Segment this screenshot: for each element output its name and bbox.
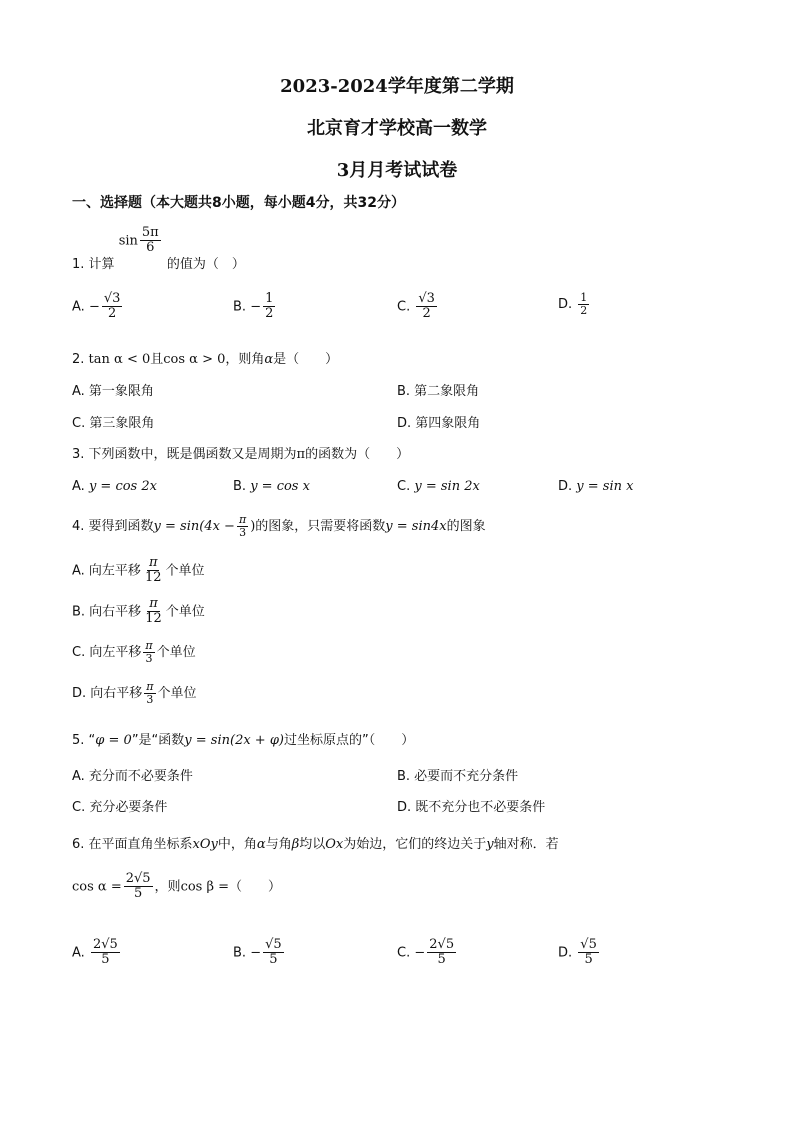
exam-title-line1: 2023-2024学年度第二学期	[280, 76, 514, 97]
q3-option-d[interactable]: D. y = sin x	[558, 479, 634, 494]
exam-title-line2: 北京育才学校高一数学	[307, 118, 487, 139]
q2-option-a[interactable]: A. 第一象限角	[72, 384, 154, 399]
question-1-number: 1. 计算	[72, 257, 115, 273]
question-4: 4. 要得到函数y = sin(4x − $\frac{\pi}{3}$ )的图象，只需要将函数y = sin4x的图象	[72, 513, 486, 540]
q4-option-a[interactable]: A. 向左平移 $\frac{\pi}{12}$ 个单位	[72, 555, 205, 586]
q3-option-b[interactable]: B. y = cos x	[233, 479, 310, 494]
q2-option-d[interactable]: D. 第四象限角	[397, 416, 481, 431]
q3-option-c[interactable]: C. y = sin 2x	[397, 479, 480, 494]
q5-option-a[interactable]: A. 充分而不必要条件	[72, 769, 193, 784]
q4-target-function: y = sin(4x −	[153, 519, 235, 535]
question-1	[72, 225, 245, 273]
q4-option-b[interactable]: B. 向右平移 $\frac{\pi}{12}$ 个单位	[72, 596, 205, 627]
question-2: 2. tan α < 0且cos α > 0，则角α是（ ）	[72, 352, 339, 367]
q1-option-b[interactable]: B. − $\frac{1}{2}$	[233, 291, 274, 322]
q4-option-c[interactable]: C. 向左平移 $\frac{\pi}{3}$ 个单位	[72, 639, 196, 666]
q6-option-b[interactable]: B. − $\frac{√5}{5}$	[233, 937, 282, 968]
q6-option-c[interactable]: C. − $\frac{2√5}{5}$	[397, 937, 455, 968]
q1-option-d[interactable]: D. $\frac{1}{2}$	[558, 291, 588, 318]
q2-option-c[interactable]: C. 第三象限角	[72, 416, 155, 431]
exam-title-line3: 3月月考试试卷	[336, 160, 458, 181]
q6-option-a[interactable]: A. $\frac{2√5}{5}$	[72, 937, 118, 968]
q2-condition-1: tan α < 0	[88, 352, 151, 367]
question-6-condition: cos α = $\frac{2√5}{5}$ ，则cos β =（ ）	[72, 871, 282, 902]
q2-option-b[interactable]: B. 第二象限角	[397, 384, 480, 399]
q5-option-c[interactable]: C. 充分必要条件	[72, 800, 168, 815]
q3-option-a[interactable]: A. y = cos 2x	[72, 479, 157, 494]
q6-option-d[interactable]: D. $\frac{√5}{5}$	[558, 937, 597, 968]
question-3: 3. 下列函数中，既是偶函数又是周期为π的函数为（ ）	[72, 447, 410, 462]
q5-option-d[interactable]: D. 既不充分也不必要条件	[397, 800, 546, 815]
q5-function: y = sin(2x + φ)	[184, 733, 285, 748]
question-1-tail: 的值为（ ）	[166, 257, 245, 273]
q1-option-a[interactable]: A. − $\frac{√3}{2}$	[72, 291, 121, 322]
q4-source-function: y = sin4x	[385, 519, 447, 535]
q1-option-c[interactable]: C. $\frac{√3}{2}$	[397, 291, 435, 322]
question-1-expression: sin $\frac{5\pi}{6}$	[118, 225, 159, 256]
q4-option-d[interactable]: D. 向右平移 $\frac{\pi}{3}$ 个单位	[72, 680, 197, 707]
section-heading: 一、选择题（本大题共8小题，每小题4分，共32分）	[72, 195, 405, 211]
q2-condition-2: cos α > 0	[163, 352, 226, 367]
question-5: 5. “φ = 0”是“函数y = sin(2x + φ)过坐标原点的”（ ）	[72, 733, 415, 748]
q5-option-b[interactable]: B. 必要而不充分条件	[397, 769, 519, 784]
question-6: 6. 在平面直角坐标系xOy中，角α与角β均以Ox为始边，它们的终边关于y轴对称．若	[72, 837, 559, 852]
